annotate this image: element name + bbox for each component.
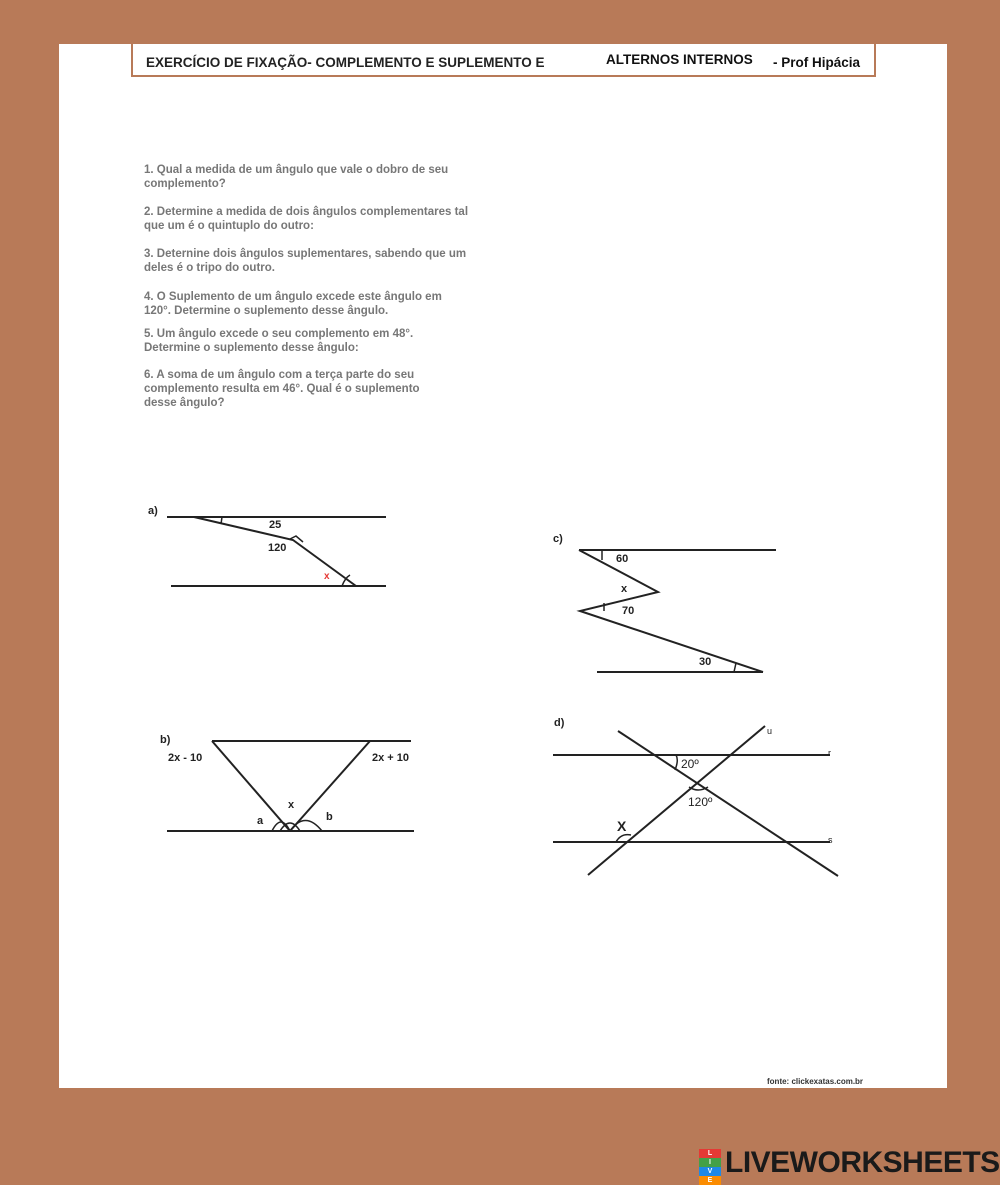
question-1: 1. Qual a medida de um ângulo que vale o dobro de seu complemento? (144, 164, 449, 190)
figure-a-unknown-x: x (324, 571, 330, 582)
question-3: 3. Deternine dois ângulos suplementares, sabendo que um deles é o tripo do outro. (144, 248, 467, 274)
figure-c-angle-70: 70 (622, 605, 635, 617)
figure-b-center-x: x (288, 799, 295, 811)
figure-a-angle-120: 120 (268, 542, 287, 554)
figure-d-angle-20: 20º (681, 757, 699, 771)
logo-letter-e: E (699, 1176, 721, 1185)
logo-letter-v: V (699, 1167, 721, 1176)
figure-c-lines (579, 550, 776, 672)
question-2: 2. Determine a medida de dois ângulos complementares tal que um é o quintuplo do outro: (144, 206, 469, 232)
figure-b-left-expression: 2x - 10 (168, 752, 203, 764)
figure-b-label: b) (160, 734, 171, 746)
logo-letter-i: I (699, 1158, 721, 1167)
liveworksheets-brand[interactable] (699, 1146, 1000, 1184)
figure-b-angle-a: a (257, 815, 264, 827)
figure-c-angle-60: 60 (616, 553, 629, 565)
figure-d-line-r: r (828, 748, 831, 758)
figure-c-angle-30: 30 (699, 656, 712, 668)
title-author: - Prof Hipácia (773, 55, 861, 70)
figure-d-angle-120: 120º (688, 795, 713, 809)
liveworksheets-logo-icon (699, 1149, 721, 1184)
figure-a-angle-25: 25 (269, 519, 282, 531)
figure-c-unknown-x: x (621, 583, 628, 595)
question-6: 6. A soma de um ângulo com a terça parte do seu complemento resulta em 46°. Qual é o suplemento desse ângulo? (144, 369, 420, 409)
question-5: 5. Um ângulo excede o seu complemento em 48°. Determine o suplemento desse ângulo: (144, 328, 414, 354)
figure-d-line-s: s (828, 835, 833, 845)
figure-d-label: d) (554, 717, 565, 729)
figure-c-label: c) (553, 533, 563, 545)
figure-d-unknown-x: X (617, 818, 627, 834)
figure-a-label: a) (148, 505, 158, 517)
figure-d-line-u: u (767, 726, 773, 736)
page-title: EXERCÍCIO DE FIXAÇÃO- COMPLEMENTO E SUPLEMENTO E (146, 55, 545, 70)
figure-b-right-expression: 2x + 10 (372, 752, 410, 764)
title-handwritten-part: ALTERNOS INTERNOS (606, 52, 753, 67)
question-4: 4. O Suplemento de um ângulo excede este ângulo em 120°. Determine o suplemento desse ângulo. (144, 291, 442, 317)
figure-b-angle-b: b (326, 811, 333, 823)
brand-name: LIVEWORKSHEETS (725, 1146, 1000, 1179)
source-credit: fonte: clickexatas.com.br (767, 1077, 864, 1086)
logo-letter-l: L (699, 1149, 721, 1158)
